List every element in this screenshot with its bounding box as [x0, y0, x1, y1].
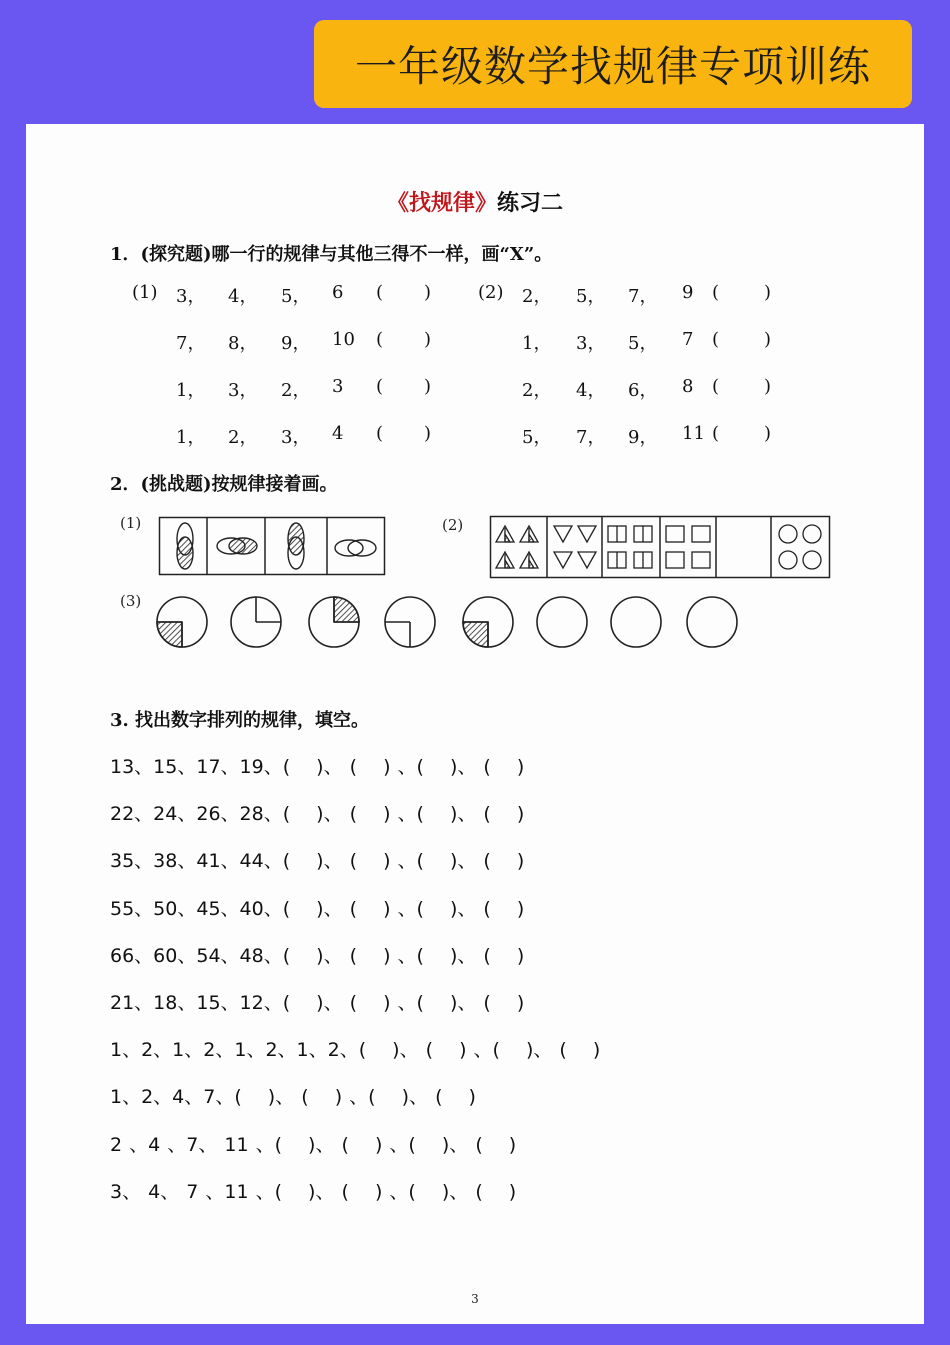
group2_rows-cell[interactable]: ) — [764, 329, 772, 350]
sequence-row[interactable]: 1、2、1、2、1、2、1、2、( )、 ( ) 、( )、 ( ) — [110, 1039, 601, 1062]
sequence-row[interactable]: 2 、4 、7、 11 、( )、 ( ) 、( )、 ( ) — [110, 1133, 517, 1156]
triangles-up-cell — [496, 526, 538, 568]
circles-cell — [779, 525, 821, 569]
oval-1-bottom — [177, 537, 193, 569]
split-squares-cell — [608, 526, 652, 568]
group2_rows-cell: 2， — [522, 286, 552, 307]
circle-4 — [385, 597, 435, 647]
group2_rows-cell[interactable]: ( — [712, 376, 720, 397]
group1_rows-cell[interactable]: ( — [376, 376, 384, 397]
group1_rows-cell: 6 — [332, 282, 344, 303]
sequence-row[interactable]: 3、 4、 7 、11 、( )、 ( ) 、( )、 ( ) — [110, 1180, 517, 1203]
group1_rows-cell: 2， — [228, 427, 258, 448]
q1-group1-label: (1) — [132, 282, 158, 303]
group1_rows-cell: 1， — [176, 380, 206, 401]
circle-quadrant-pattern — [154, 594, 744, 654]
sequence-row[interactable]: 21、18、15、12、( )、 ( ) 、( )、 ( ) — [110, 992, 525, 1014]
plain-squares-cell — [666, 526, 710, 568]
group1_rows-cell: 9， — [281, 333, 311, 354]
group1_rows-cell[interactable]: ) — [424, 376, 432, 397]
q3-heading: 3. 找出数字排列的规律，填空。 — [110, 710, 370, 731]
group1_rows-cell: 3， — [228, 380, 258, 401]
group1_rows-cell[interactable]: ( — [376, 329, 384, 350]
oval-3-top — [288, 523, 304, 555]
group1_rows-cell[interactable]: ) — [424, 282, 432, 303]
group2_rows-cell: 4， — [576, 380, 606, 401]
sequence-row[interactable]: 35、38、41、44、( )、 ( ) 、( )、 ( ) — [110, 850, 525, 873]
group2_rows-cell[interactable]: ) — [764, 282, 772, 303]
group1_rows-cell: 1， — [176, 427, 206, 448]
worksheet-page — [26, 124, 924, 1324]
group1_rows-cell[interactable]: ( — [376, 423, 384, 444]
group2_rows-cell[interactable]: ) — [764, 423, 772, 444]
group1_rows-cell[interactable]: ( — [376, 282, 384, 303]
group2_rows-cell: 3， — [576, 333, 606, 354]
oval-4-right — [348, 540, 376, 556]
page-title — [26, 186, 924, 217]
circle-3 — [309, 597, 359, 647]
group1_rows-cell: 2， — [281, 380, 311, 401]
q2-heading: 2．(挑战题)按规律接着画。 — [110, 474, 338, 495]
group2_rows-cell: 9 — [682, 282, 694, 303]
q1-heading: 1．(探究题)哪一行的规律与其他三得不一样，画“X”。 — [110, 244, 553, 265]
oval-4-left — [335, 540, 363, 556]
group2_rows-cell: 11 — [682, 423, 705, 444]
group1_rows-cell: 4 — [332, 423, 344, 444]
group2_rows-cell: 8 — [682, 376, 694, 397]
oval-pattern — [159, 517, 385, 575]
group1_rows-cell: 4， — [228, 286, 258, 307]
group2_rows-cell: 7， — [576, 427, 606, 448]
circle-6-empty[interactable] — [537, 597, 587, 647]
page-number: 3 — [471, 1292, 479, 1306]
group2_rows-cell: 5， — [628, 333, 658, 354]
group2_rows-cell[interactable]: ( — [712, 329, 720, 350]
title-rest: 练习二 — [497, 190, 564, 216]
circle-8-empty[interactable] — [687, 597, 737, 647]
group2_rows-cell: 7 — [682, 329, 694, 350]
triangles-down-cell — [554, 526, 596, 568]
circle-7-empty[interactable] — [611, 597, 661, 647]
group1_rows-cell: 3， — [176, 286, 206, 307]
q1-group2-label: (2) — [478, 282, 504, 303]
group1_rows-cell: 3 — [332, 376, 344, 397]
group2_rows-cell: 1， — [522, 333, 552, 354]
group2_rows-cell: 6， — [628, 380, 658, 401]
circle-2 — [231, 597, 281, 647]
group2_rows-cell: 9， — [628, 427, 658, 448]
oval-2-right — [229, 538, 257, 554]
group2_rows-cell: 5， — [576, 286, 606, 307]
shape-pattern — [490, 516, 830, 578]
q2-label-3: (3) — [120, 592, 142, 610]
sequence-row[interactable]: 13、15、17、19、( )、 ( ) 、( )、 ( ) — [110, 756, 525, 778]
sequence-row[interactable]: 1、2、4、7、( )、 ( ) 、( )、 ( ) — [110, 1086, 476, 1109]
group1_rows-cell: 3， — [281, 427, 311, 448]
sequence-row[interactable]: 66、60、54、48、( )、 ( ) 、( )、 ( ) — [110, 944, 525, 967]
circle-5 — [463, 597, 513, 647]
group2_rows-cell[interactable]: ( — [712, 282, 720, 303]
sequence-row[interactable]: 55、50、45、40、( )、 ( ) 、( )、 ( ) — [110, 897, 525, 920]
group1_rows-cell[interactable]: ) — [424, 423, 432, 444]
group1_rows-cell: 10 — [332, 329, 355, 350]
q2-label-2: (2) — [442, 516, 464, 534]
group2_rows-cell: 5， — [522, 427, 552, 448]
q2-label-1: (1) — [120, 514, 142, 532]
group2_rows-cell: 2， — [522, 380, 552, 401]
banner-title: 一年级数学找规律专项训练 — [314, 20, 912, 108]
group2_rows-cell[interactable]: ) — [764, 376, 772, 397]
circle-1 — [157, 597, 207, 647]
group1_rows-cell: 5， — [281, 286, 311, 307]
sequence-row[interactable]: 22、24、26、28、( )、 ( ) 、( )、 ( ) — [110, 803, 525, 826]
group2_rows-cell: 7， — [628, 286, 658, 307]
group1_rows-cell: 7， — [176, 333, 206, 354]
group1_rows-cell: 8， — [228, 333, 258, 354]
group1_rows-cell[interactable]: ) — [424, 329, 432, 350]
title-red: 《找规律》 — [386, 190, 497, 216]
group2_rows-cell[interactable]: ( — [712, 423, 720, 444]
